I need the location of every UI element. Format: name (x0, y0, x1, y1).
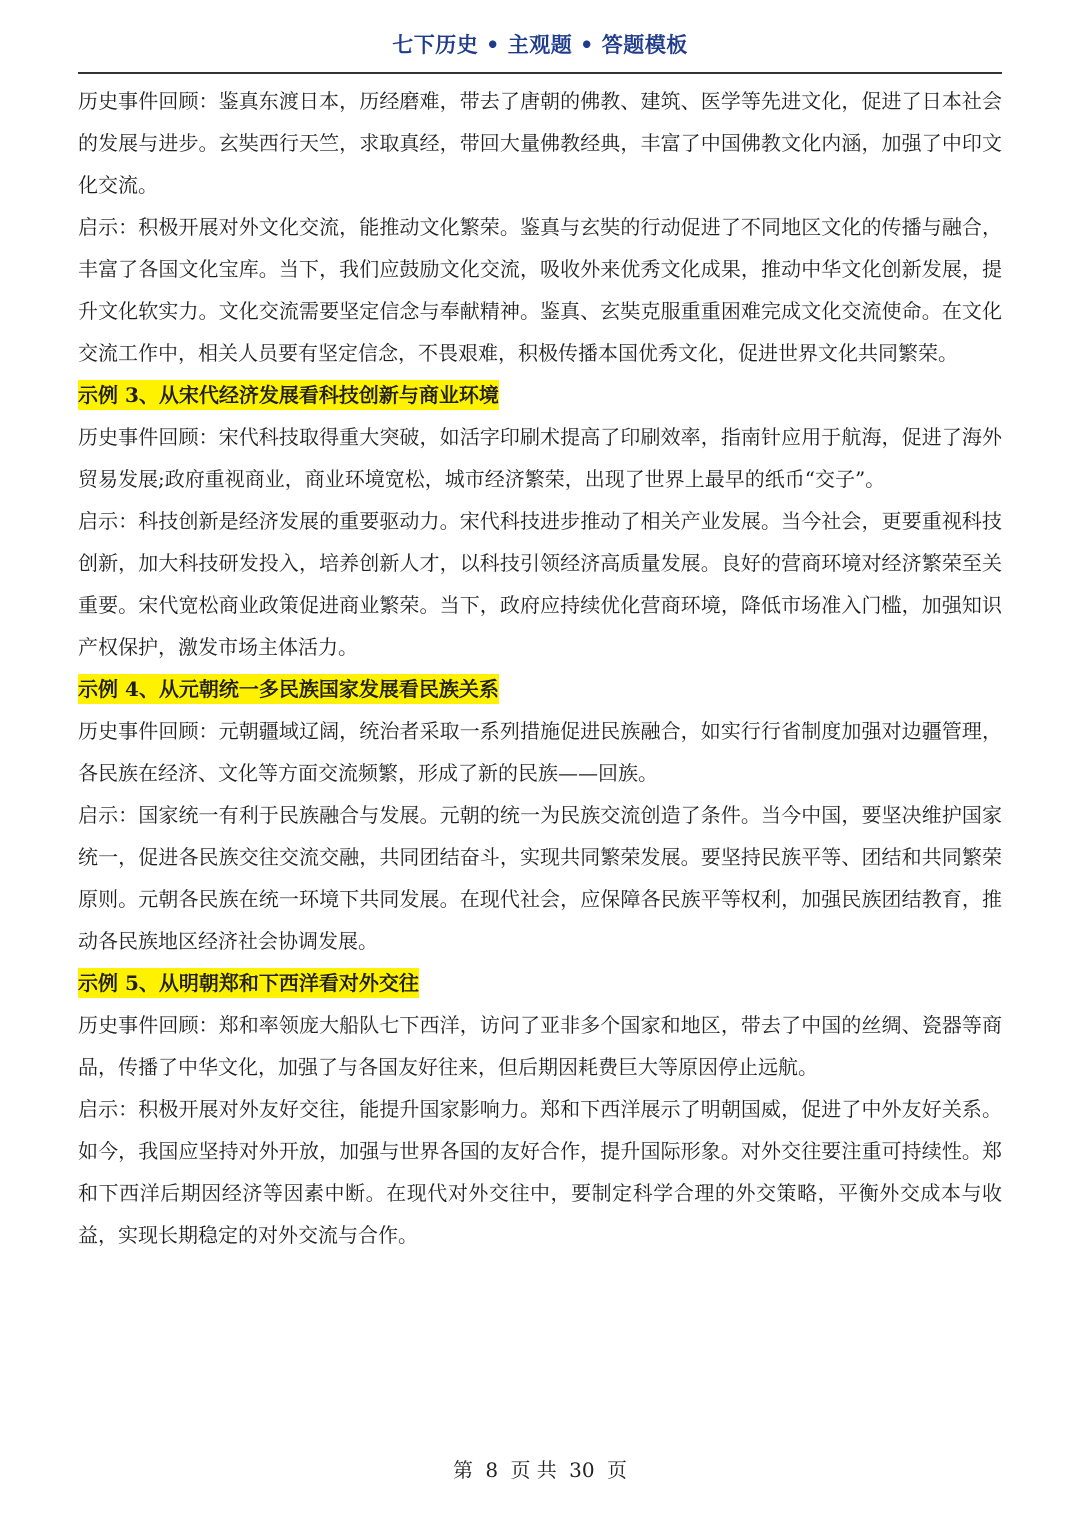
highlighted-heading-text: 示例 3、从宋代经济发展看科技创新与商业环境 (78, 380, 499, 410)
header-divider (78, 72, 1002, 74)
total-pages: 30 (569, 1458, 595, 1482)
section-heading-example-5 (78, 962, 1002, 1004)
paragraph-yuan-insight: 启示：国家统一有利于民族融合与发展。元朝的统一为民族交流创造了条件。当今中国，要坚决维护国家统一，促进各民族交往交流交融，共同团结奋斗，实现共同繁荣发展。要坚持民族平等、团结和共同繁荣原则。元朝各民族在统一环境下共同发展。在现代社会，应保障各民族平等权利，加强民族团结教育，推动各民族地区经济社会协调发展。 (78, 803, 1002, 953)
paragraph-song-review: 历史事件回顾：宋代科技取得重大突破，如活字印刷术提高了印刷效率，指南针应用于航海，促进了海外贸易发展;政府重视商业，商业环境宽松，城市经济繁荣，出现了世界上最早的纸币“交子”。 (78, 425, 1002, 491)
highlighted-heading-text: 示例 4、从元朝统一多民族国家发展看民族关系 (78, 674, 499, 704)
section-heading-example-4 (78, 668, 1002, 710)
footer-middle: 页 共 (510, 1458, 557, 1482)
paragraph-jianzhen-insight: 启示：积极开展对外文化交流，能推动文化繁荣。鉴真与玄奘的行动促进了不同地区文化的传播与融合，丰富了各国文化宝库。当下，我们应鼓励文化交流，吸收外来优秀文化成果，推动中华文化创新发展，提升文化软实力。文化交流需要坚定信念与奉献精神。鉴真、玄奘克服重重困难完成文化交流使命。在文化交流工作中，相关人员要有坚定信念，不畏艰难，积极传播本国优秀文化，促进世界文化共同繁荣。 (78, 215, 1002, 365)
page-header (78, 30, 1002, 60)
paragraph-zhenghe-review: 历史事件回顾：郑和率领庞大船队七下西洋，访问了亚非多个国家和地区，带去了中国的丝绸、瓷器等商品，传播了中华文化，加强了与各国友好往来，但后期因耗费巨大等原因停止远航。 (78, 1013, 1002, 1079)
footer-suffix: 页 (606, 1458, 627, 1482)
page-number: 8 (485, 1458, 499, 1482)
paragraph-song-insight: 启示：科技创新是经济发展的重要驱动力。宋代科技进步推动了相关产业发展。当今社会，更要重视科技创新，加大科技研发投入，培养创新人才，以科技引领经济高质量发展。良好的营商环境对经济繁荣至关重要。宋代宽松商业政策促进商业繁荣。当下，政府应持续优化营商环境，降低市场准入门槛，加强知识产权保护，激发市场主体活力。 (78, 509, 1002, 659)
section-heading-example-3 (78, 374, 1002, 416)
document-title: 七下历史 • 主观题 • 答题模板 (392, 32, 688, 57)
paragraph-zhenghe-insight: 启示：积极开展对外友好交往，能提升国家影响力。郑和下西洋展示了明朝国威，促进了中外友好关系。如今，我国应坚持对外开放，加强与世界各国的友好合作，提升国际形象。对外交往要注重可持续性。郑和下西洋后期因经济等因素中断。在现代对外交往中，要制定科学合理的外交策略，平衡外交成本与收益，实现长期稳定的对外交流与合作。 (78, 1097, 1002, 1247)
document-body (78, 80, 1002, 1256)
paragraph-jianzhen-review: 历史事件回顾：鉴真东渡日本，历经磨难，带去了唐朝的佛教、建筑、医学等先进文化，促进了日本社会的发展与进步。玄奘西行天竺，求取真经，带回大量佛教经典，丰富了中国佛教文化内涵，加强了中印文化交流。 (78, 89, 1002, 197)
paragraph-yuan-review: 历史事件回顾：元朝疆域辽阔，统治者采取一系列措施促进民族融合，如实行行省制度加强对边疆管理，各民族在经济、文化等方面交流频繁，形成了新的民族——回族。 (78, 719, 1002, 785)
footer-prefix: 第 (453, 1458, 473, 1482)
highlighted-heading-text: 示例 5、从明朝郑和下西洋看对外交往 (78, 968, 419, 998)
page-footer (0, 1455, 1080, 1485)
